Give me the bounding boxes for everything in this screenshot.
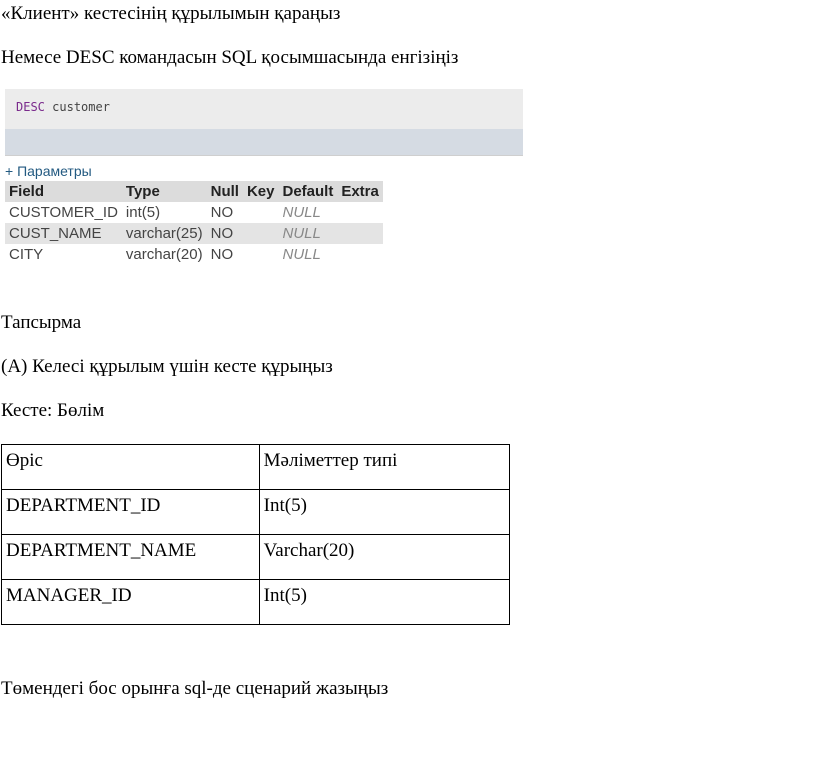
desc-cell-field: CUST_NAME [5,223,122,244]
desc-cell-type: int(5) [125,204,161,221]
task-heading: Тапсырма [1,312,82,333]
desc-cell-key [243,223,279,244]
task-row [2,535,510,580]
task-cell-field: DEPARTMENT_NAME [2,535,260,580]
desc-cell-extra [337,202,383,223]
task-header-row [2,445,510,490]
desc-cell-key [243,244,279,265]
desc-header-field[interactable]: Field [5,181,122,202]
task-header-type: Мәліметтер типі [259,445,509,490]
task-footer: Төмендегі бос орынға sql-де сценарий жазыңыз [1,678,389,699]
task-cell-type: Int(5) [259,490,509,535]
desc-cell-default: NULL [282,204,321,221]
desc-cell-null: NO [210,246,234,263]
desc-header-type[interactable]: Type [122,181,207,202]
task-header-field: Өріс [2,445,260,490]
sql-query [16,100,110,114]
desc-cell-null: NO [207,223,243,244]
desc-cell-type: varchar(20) [125,246,203,263]
desc-cell-null: NO [210,204,234,221]
task-instruction: (A) Келесі құрылым үшін кесте құрыңыз [1,356,333,377]
task-row [2,490,510,535]
intro-line-1: «Клиент» кестесінің құрылымын қараңыз [1,3,341,24]
desc-cell-extra [337,244,383,265]
task-cell-type: Varchar(20) [259,535,509,580]
sql-argument: customer [52,100,110,114]
desc-header-row [5,181,383,202]
desc-row [5,244,383,265]
intro-line-2: Немесе DESC командасын SQL қосымшасында енгізіңіз [1,47,459,68]
desc-cell-field: CITY [9,246,44,263]
sql-editor-toolbar [5,129,523,155]
desc-cell-extra [337,223,383,244]
desc-cell-default: NULL [278,223,337,244]
desc-cell-key [243,202,279,223]
desc-cell-type: varchar(25) [122,223,207,244]
parameters-link[interactable]: + Параметры [5,163,92,179]
task-cell-field: MANAGER_ID [2,580,260,625]
desc-header-null[interactable]: Null [207,181,243,202]
task-row [2,580,510,625]
department-structure-table [1,444,510,625]
desc-result-table [5,181,383,265]
sql-keyword: DESC [16,100,45,114]
desc-row [5,202,383,223]
task-cell-field: DEPARTMENT_ID [2,490,260,535]
desc-header-extra[interactable]: Extra [337,181,383,202]
sql-editor[interactable] [5,89,523,156]
task-cell-type: Int(5) [259,580,509,625]
desc-row [5,223,383,244]
desc-cell-default: NULL [282,246,321,263]
desc-cell-field: CUSTOMER_ID [9,204,118,221]
desc-header-default[interactable]: Default [278,181,337,202]
desc-header-key[interactable]: Key [243,181,279,202]
table-label: Кесте: Бөлім [1,400,105,421]
